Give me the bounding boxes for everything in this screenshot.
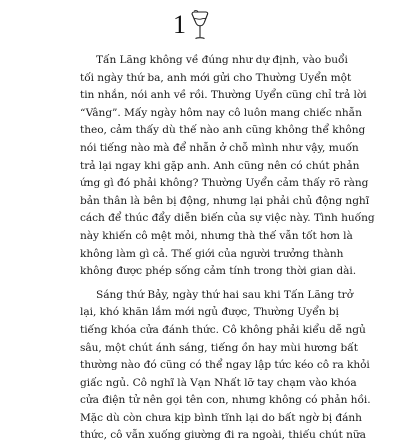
text-line: không làm gì cả. Thế giới của người trưởng thành	[80, 247, 344, 260]
text-line: nói tiếng nào mà để nhẫn ở chỗ mình như vậy, muốn	[80, 141, 359, 154]
text-line: thường nào đó cũng có thể ngay lập tức kéo cô ra khỏi	[80, 359, 370, 372]
text-line: trả lại ngay khi gặp anh. Anh cũng nên có chút phản	[80, 159, 360, 172]
text-line: ứng gì đó phải không? Thường Uyển cảm thấy rõ ràng	[80, 177, 369, 190]
text-line: bản thân là bên bị động, nhưng lại phải chủ động nghĩ	[80, 194, 370, 207]
text-line: sâu, một chút ánh sáng, tiếng ồn hay mùi hương bất	[80, 341, 358, 354]
paragraph	[80, 52, 375, 281]
text-line: cửa điện tử nên gọi tên con, nhưng không có phản hồi.	[80, 394, 371, 407]
chapter-body	[80, 52, 375, 445]
text-line: Tấn Lãng không về đúng như dự định, vào buổi	[96, 54, 348, 66]
text-line: tiếng khóa cửa đánh thức. Cô không phải kiểu dễ ngủ	[80, 323, 366, 336]
text-line: Mặc dù còn chưa kịp bình tĩnh lại do bất ngờ bị đánh	[80, 411, 362, 424]
wine-glass-icon	[185, 9, 215, 43]
text-line: tối ngày thứ ba, anh mới gửi cho Thường Uyển một	[80, 71, 352, 84]
paragraph	[80, 287, 371, 445]
text-line: tin nhắn, nói anh về rồi. Thường Uyển cũng chỉ trả lời	[80, 89, 367, 102]
text-line: “Vâng”. Mấy ngày hôm nay cô luôn mang chiếc nhẫn	[80, 106, 362, 119]
text-line: không được phép sống cảm tính trong thời gian dài.	[80, 265, 357, 278]
text-line: Sáng thứ Bảy, ngày thứ hai sau khi Tấn Lãng trở	[96, 288, 354, 301]
chapter-number: 1	[173, 10, 186, 39]
text-line: giấc ngủ. Cô nghĩ là Vạn Nhất lỡ tay chạm vào khóa	[80, 376, 357, 389]
text-line: theo, cảm thấy dù thế nào anh cũng không thể không	[80, 124, 366, 137]
text-line: này khiến cô mệt mỏi, nhưng thà thế vẫn tốt hơn là	[80, 229, 353, 242]
text-line: cách để thúc đẩy diễn biến của sự việc này. Tình huống	[80, 212, 375, 225]
chapter-heading	[0, 4, 400, 44]
text-line: thức, cô vẫn xuống giường đi ra ngoài, thiếu chút nữa	[80, 429, 366, 442]
text-line: lại, khó khăn lắm mới ngủ được, Thường Uyển bị	[80, 306, 339, 319]
